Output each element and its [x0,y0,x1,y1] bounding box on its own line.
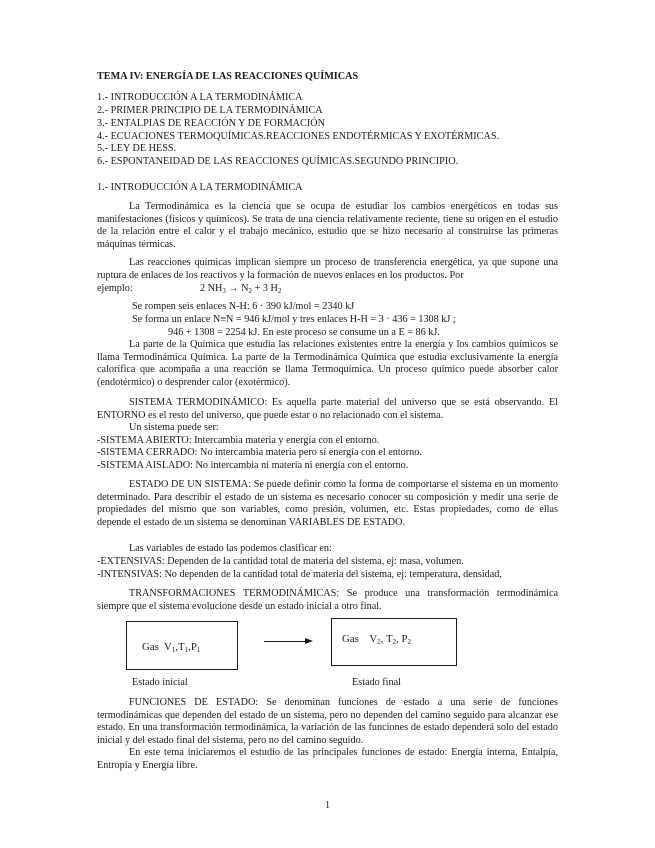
paragraph-intro: La Termodinámica es la ciencia que se ocupa de estudiar los cambios energéticos en todas sus manifestaciones (físicos y químicos). Se trata de una ciencia relativamente reciente, tiene su origen en el estudio de la relación entre el calor y el trabajo mecánico, estudio que se hizo necesario al construirse las primeras máquinas térmicas. [97,201,558,250]
toc-item: 1.- INTRODUCCIÓN A LA TERMODINÁMICA [97,92,303,103]
sistema-intro: Un sistema puede ser: [129,422,219,433]
section-heading: 1.- INTRODUCCIÓN A LA TERMODINÁMICA [97,182,303,193]
paragraph-reactions: Las reacciones químicas implican siempre un proceso de transferencia energética, ya que supone una ruptura de enlaces de los reactivos y la formación de nuevos enlaces en los productos. Por [97,257,558,281]
variables-intro: Las variables de estado las podemos clasificar en: [129,543,332,554]
toc-item: 6.- ESPONTANEIDAD DE LAS REACCIONES QUÍMICAS.SEGUNDO PRINCIPIO. [97,156,459,167]
calc-line: 946 + 1308 = 2254 kJ. En este proceso se consume un a E = 86 kJ. [168,327,440,338]
toc-item: 2.- PRIMER PRINCIPIO DE LA TERMODINÁMICA [97,105,323,116]
initial-state-box [126,621,238,670]
paragraph-cierre: En este tema iniciaremos el estudio de las principales funciones de estado: Energía interna, Entalpía, Entropía y Energía libre. [97,747,558,771]
paragraph-sistema: SISTEMA TERMODINÁMICO: Es aquella parte material del universo que se está observando. El ENTORNO es el resto del universo, que puede estar o no relacionado con el sistema. [97,397,558,421]
arrow-icon: → [228,283,239,294]
final-state-box [331,618,457,666]
transition-arrow-line [264,641,306,642]
initial-state-label: Estado inicial [132,677,188,688]
final-state-label: Estado final [352,677,401,688]
example-label: ejemplo: [97,283,133,294]
reaction-equation: 2 $NH_3 \to N_2 + 3$ $H_2$ [200,283,282,295]
arrow-right-icon [305,638,313,644]
toc-item: 4.- ECUACIONES TERMOQUÍMICAS.REACCIONES ENDOTÉRMICAS Y EXOTÉRMICAS. [97,131,500,142]
toc-item: 5.- LEY DE HESS. [97,143,177,154]
list-item: -SISTEMA ABIERTO: Intercambia materia y energía con el entorno. [97,435,380,446]
page-number: 1 [325,800,331,811]
list-item: -INTENSIVAS: No dependen de la cantidad total de materia del sistema, ej: temperatura, densidad, [97,569,502,580]
calc-line: Se rompen seis enlaces N-H: 6 · 390 kJ/mol = 2340 kJ [132,301,355,312]
paragraph-funciones: FUNCIONES DE ESTADO: Se denominan funciones de estado a una serie de funciones termodinámicas que dependen del estado de un sistema, pero no dependen del camino seguido para alcanzar ese estado. En una transformación termodinámica, la variación de las funciones de estado dependerá solo del estado inicial y del estado final del sistema, pero no del camino seguido. [97,697,558,746]
paragraph-estado: ESTADO DE UN SISTEMA: Se puede definir como la forma de comportarse el sistema en un momento determinado. Para describir el estado de un sistema es necesario conocer su composición y medir una serie de propiedades del mismo que son variables, como presión, volumen, etc. Estas propiedades, como de ellas depende el estado de un sistema se denominan VARIABLES DE ESTADO. [97,479,558,528]
toc-item: 3.- ENTALPIAS DE REACCIÓN Y DE FORMACIÓN [97,118,325,129]
list-item: -SISTEMA AISLADO: No intercambia ni materia ni energía con el entorno. [97,460,409,471]
list-item: -EXTENSIVAS: Dependen de la cantidad total de materia del sistema, ej: masa, volumen. [97,556,464,567]
page-title: TEMA IV: ENERGÍA DE LAS REACCIONES QUÍMICAS [97,71,359,82]
paragraph-termoquimica: La parte de la Química que estudia las relaciones existentes entre la energía y los cambios químicos se llama Termodinámica Química. La parte de la Termodinámica Química que estudia exclusivamente la energía calorífica que acompaña a una reacción se llama Termoquímica. Un proceso químico puede absorber calor (endotérmico) o desprender calor (exotérmico). [97,339,558,388]
paragraph-transformaciones: TRANSFORMACIONES TERMODINÁMICAS: Se produce una transformación termodinámica siempre que el sistema evolucione desde un estado inicial a otro final. [97,588,558,612]
calc-line: Se forma un enlace N≡N = 946 kJ/mol y tres enlaces H-H = 3 · 436 = 1308 kJ ; [132,314,456,325]
initial-state-text: Gas $V_1,T_1,P_1$ [142,641,201,654]
list-item: -SISTEMA CERRADO: No intercambia materia pero sí energía con el entorno. [97,447,422,458]
final-state-text: Gas $V_2$, $T_2$, $P_2$ [342,633,411,646]
